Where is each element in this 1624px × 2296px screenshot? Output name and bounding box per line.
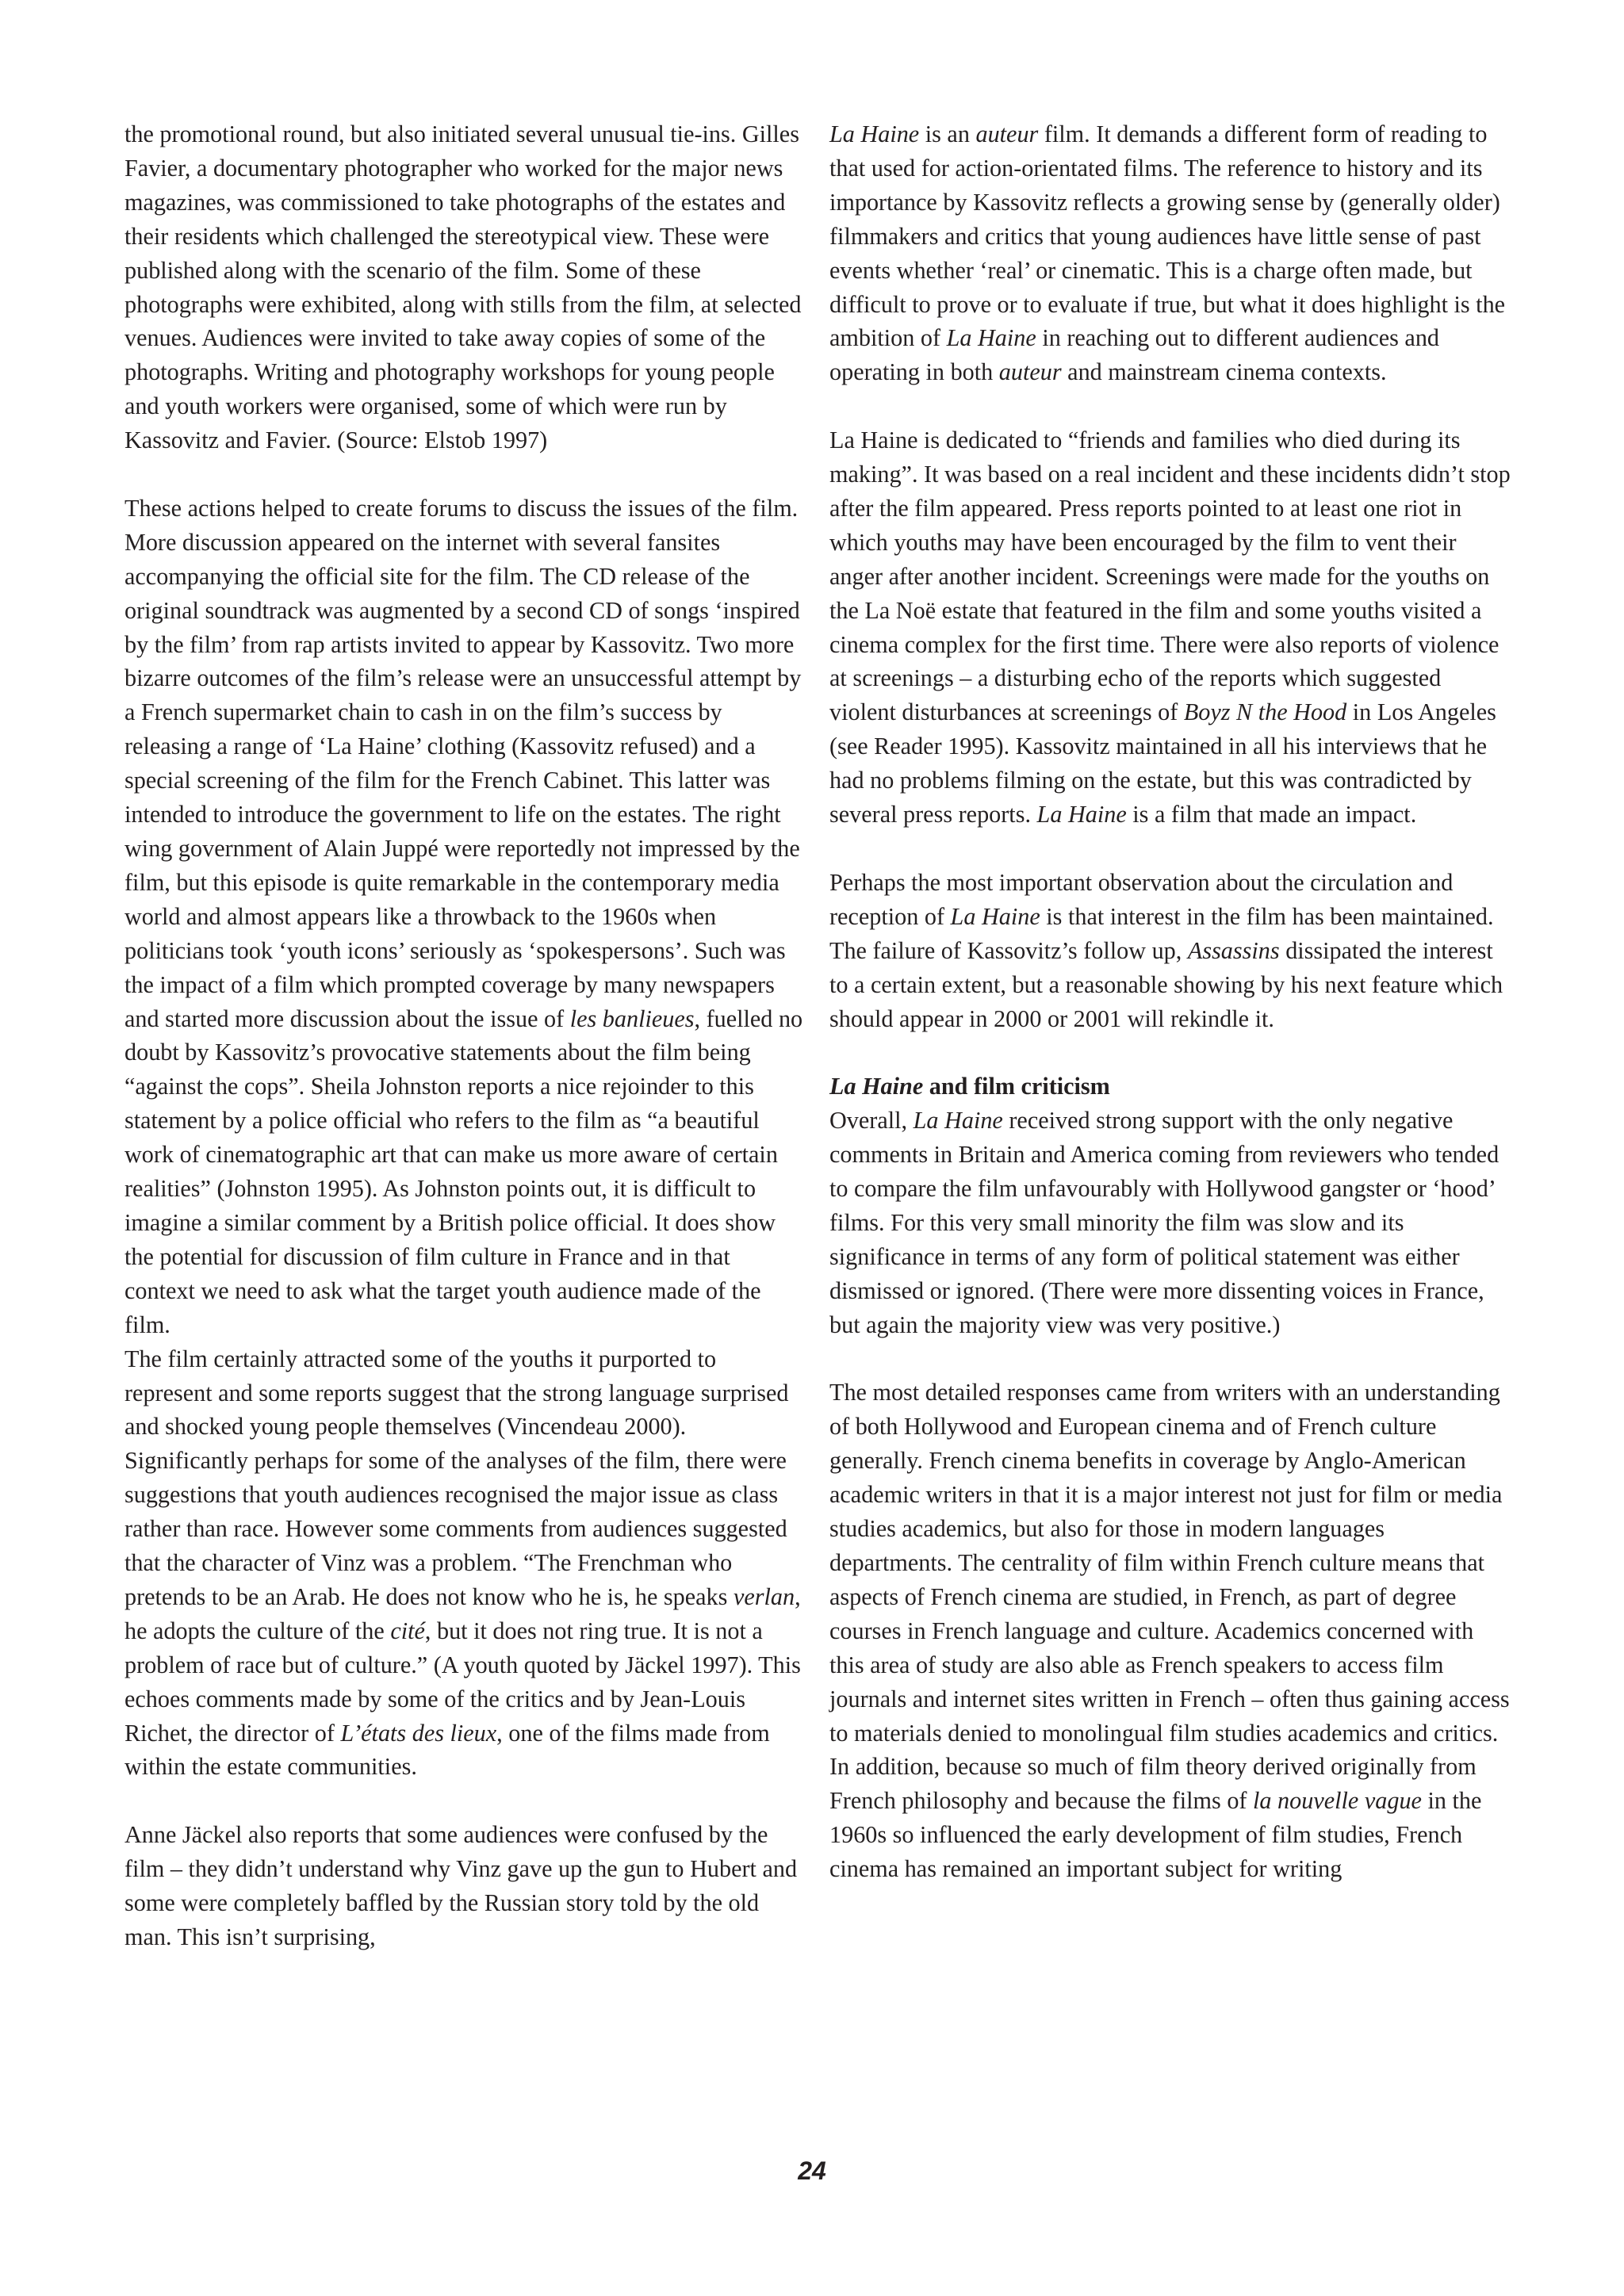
italic-term: auteur <box>975 121 1039 147</box>
right-paragraph-2 <box>829 423 1513 832</box>
text-run: Perhaps the most important observation about the circulation and reception of <box>829 868 1454 930</box>
italic-title: Assassins <box>1187 936 1280 964</box>
italic-term: la nouvelle vague <box>1253 1787 1422 1815</box>
right-paragraph-1 <box>829 117 1513 389</box>
right-paragraph-4 <box>829 1104 1513 1341</box>
text-run: , he adopts the culture of the <box>124 1582 801 1644</box>
text-run: film. It demands a different form of reading to that used for action-orientated films. The reference to history and its importance by Kassovitz reflects a growing sense by (generally older) filmmakers and critics that young audiences have little sense of past events whether ‘real’ or cinematic. This is a charge often made, but difficult to prove or to evaluate if true, but what it does highlight is the ambition of <box>829 121 1506 352</box>
page-number: 24 <box>798 2156 826 2185</box>
left-paragraph-3 <box>124 1342 806 1785</box>
italic-title: La Haine <box>829 121 920 147</box>
italic-title: La Haine <box>1036 801 1127 828</box>
italic-title: La Haine <box>946 324 1036 352</box>
italic-term: verlan <box>733 1582 795 1610</box>
text-run: received strong support with the only negative comments in Britain and America coming from reviewers who tended to compare the film unfavourably with Hollywood gangster or ‘hood’ films. For this very small minority the film was slow and its significance in terms of any form of political statement was either dismissed or ignored. (There were more dissenting voices in France, but again the majority view was very positive.) <box>829 1107 1500 1338</box>
left-paragraph-2 <box>124 492 806 1342</box>
text-run: the promotional round, but also initiated several unusual tie-ins. Gilles Favier, a documentary photographer who worked for the major news magazines, was commissioned to take photographs of the estates and their residents which challenged the stereotypical view. These were published along with the scenario of the film. Some of these photographs were exhibited, along with stills from the film, at selected venues. Audiences were invited to take away copies of some of the photographs. Writing and photography workshops for young people and youth workers were organised, some of which were run by Kassovitz and Favier. (Source: Elstob 1997) <box>124 121 802 454</box>
italic-term: auteur <box>998 358 1062 386</box>
text-run: in reaching out to different audiences and operating in both <box>829 324 1440 386</box>
left-column <box>124 117 806 1954</box>
paragraph-gap <box>829 389 1513 423</box>
text-run: These actions helped to create forums to discuss the issues of the film. More discussion appeared on the internet with several fansites accompanying the official site for the film. The CD release of the original soundtrack was augmented by a second CD of songs ‘inspired by the film’ from rap artists invited to appear by Kassovitz. Two more bizarre outcomes of the film’s release were an unsuccessful attempt by a French supermarket chain to cash in on the film’s success by releasing a range of ‘La Haine’ clothing (Kassovitz refused) and a special screening of the film for the French Cabinet. This latter was intended to introduce the government to life on the estates. The right wing government of Alain Juppé were reportedly not impressed by the film, but this episode is quite remarkable in the contemporary media world and almost appears like a throwback to the 1960s when politicians took ‘youth icons’ seriously as ‘spokespersons’. Such was the impact of a film which prompted coverage by many newspapers and started more discussion about the issue of <box>124 494 802 1032</box>
heading-text: and film criticism <box>923 1073 1110 1100</box>
paragraph-gap <box>829 1035 1513 1070</box>
text-run: Anne Jäckel also reports that some audiences were confused by the film – they didn’t understand why Vinz gave up the gun to Hubert and some were completely baffled by the Russian story told by the old man. This isn’t surprising, <box>124 1821 798 1950</box>
text-run: is that interest in the film has been maintained. The failure of Kassovitz’s follow up, <box>829 902 1494 964</box>
text-run: La Haine is dedicated to “friends and families who died during its making”. It was based on a real incident and these incidents didn’t stop after the film appeared. Press reports pointed to at least one riot in which youths may have been encouraged by the film to vent their anger after another incident. Screenings were made for the youths on the La Noë estate that featured in the film and some youths visited a cinema complex for the first time. There were also reports of violence at screenings – a disturbing echo of the reports which suggested violent disturbances at screenings of <box>829 427 1511 726</box>
italic-term: les banlieues <box>569 1004 695 1032</box>
right-column <box>829 117 1513 1886</box>
text-run: , but it does not ring true. It is not a problem of race but of culture.” (A youth quoted by Jäckel 1997). This echoes comments made by some of the critics and by Jean-Louis Richet, the director of <box>124 1617 801 1747</box>
text-run: dissipated the interest to a certain extent, but a reasonable showing by his next feature which should appear in 2000 or 2001 will rekindle it. <box>829 936 1503 1032</box>
text-run: in Los Angeles (see Reader 1995). Kassovitz maintained in all his interviews that he had no problems filming on the estate, but this was contradicted by several press reports. <box>829 698 1496 828</box>
text-run: is a film that made an impact. <box>1126 801 1417 828</box>
italic-title: La Haine <box>913 1107 1003 1135</box>
left-paragraph-4 <box>124 1818 806 1954</box>
right-paragraph-5 <box>829 1376 1513 1886</box>
text-run: is an <box>919 121 976 147</box>
italic-title: La Haine <box>950 902 1040 930</box>
text-run: , fuelled no doubt by Kassovitz’s provocative statements about the film being “against the cops”. Sheila Johnston reports a nice rejoinder to this statement by a police official who refers to the film as “a beautiful work of cinematographic art that can make us more aware of certain realities” (Johnston 1995). As Johnston points out, it is difficult to imagine a similar comment by a British police official. It does show the potential for discussion of film culture in France and in that context we need to ask what the target youth audience made of the film. <box>124 1004 803 1338</box>
text-run: The most detailed responses came from writers with an understanding of both Hollywood and European cinema and of French culture generally. French cinema benefits in coverage by Anglo-American academic writers in that it is a major interest not just for film or media studies academics, but also for those in modern languages departments. The centrality of film within French culture means that aspects of French cinema are studied, in French, as part of degree courses in French language and culture. Academics concerned with this area of study are also able as French speakers to access film journals and internet sites written in French – often thus gaining access to materials denied to monolingual film studies academics and critics. In addition, because so much of film theory derived originally from French philosophy and because the films of <box>829 1379 1510 1815</box>
text-run: and mainstream cinema contexts. <box>1061 358 1387 386</box>
section-heading <box>829 1070 1513 1104</box>
text-run: Overall, <box>829 1107 914 1135</box>
left-paragraph-1 <box>124 117 806 457</box>
text-run: The film certainly attracted some of the youths it purported to represent and some reports suggest that the strong language surprised and shocked young people themselves (Vincendeau 2000). Significantly perhaps for some of the analyses of the film, there were suggestions that youth audiences recognised the major issue as class rather than race. However some comments from audiences suggested that the character of Vinz was a problem. “The Frenchman who pretends to be an Arab. He does not know who he is, he speaks <box>124 1345 789 1610</box>
heading-italic-title: La Haine <box>829 1073 924 1100</box>
paragraph-gap <box>829 1342 1513 1376</box>
paragraph-gap <box>124 1784 806 1818</box>
right-paragraph-3 <box>829 866 1513 1036</box>
italic-term: cité <box>390 1617 425 1644</box>
italic-title: Boyz N the Hood <box>1183 698 1347 726</box>
italic-title: L’états des lieux <box>340 1719 497 1747</box>
text-run: , one of the films made from within the estate communities. <box>124 1719 770 1781</box>
paragraph-gap <box>124 457 806 492</box>
text-run: in the 1960s so influenced the early development of film studies, French cinema has remained an important subject for writing <box>829 1787 1482 1883</box>
paragraph-gap <box>829 832 1513 866</box>
